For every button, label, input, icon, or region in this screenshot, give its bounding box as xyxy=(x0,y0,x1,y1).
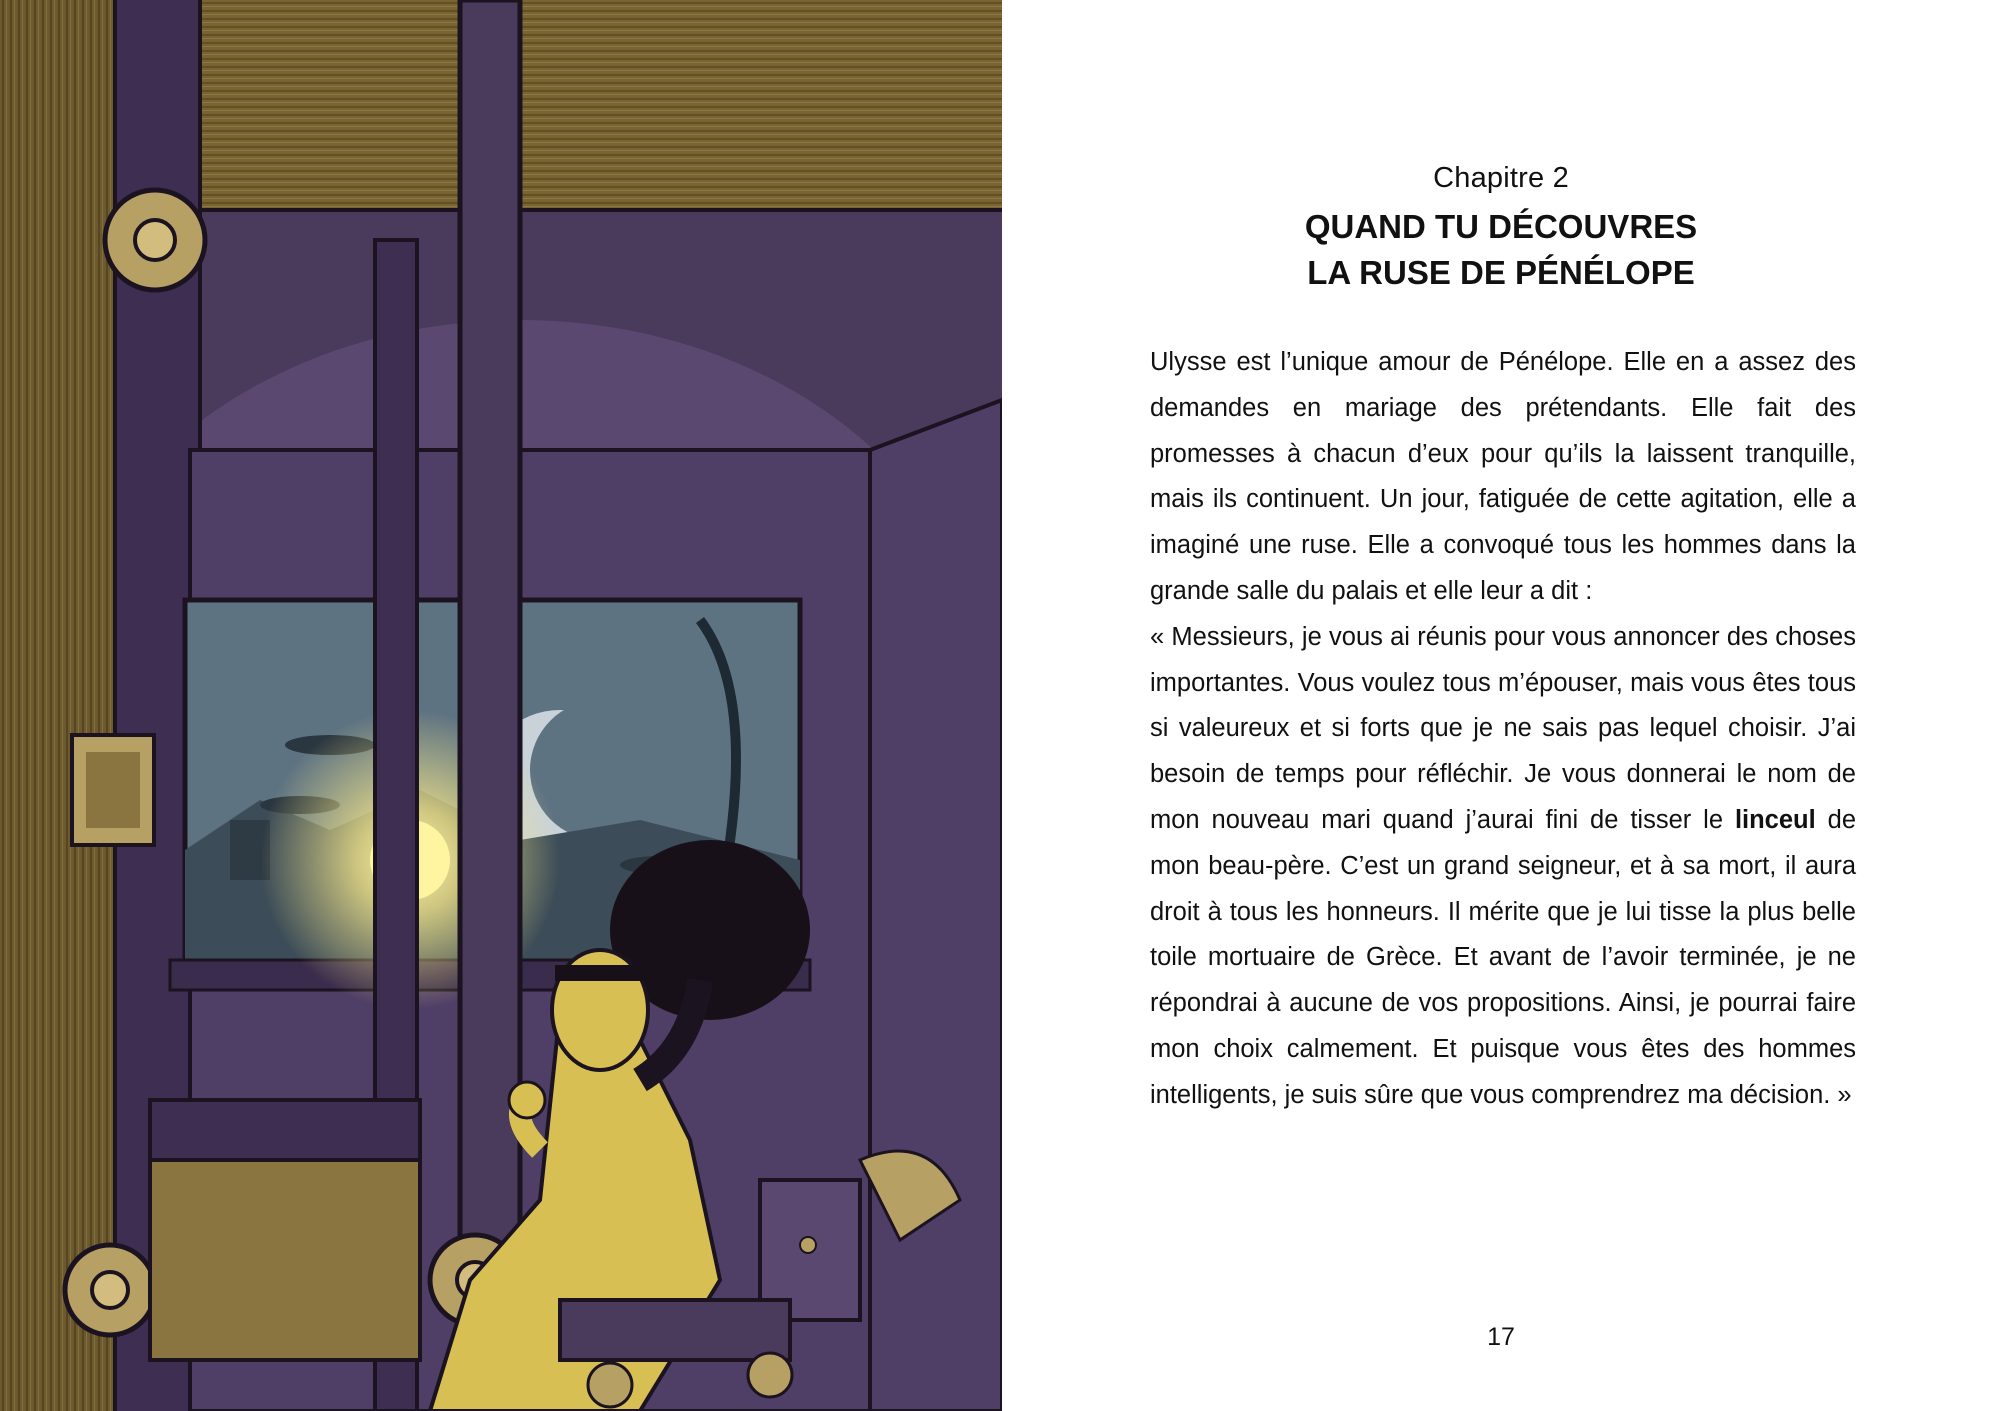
paragraph-2-end: de mon beau-père. C’est un grand seigneur, et à sa mort, il aura droit à tous les honneurs. Il mérite que je lui tisse la plus belle toile mortuaire de Grèce. Et avant de l’avoir terminée, je ne répondrai à aucune de vos propositions. Ainsi, je pourrai faire mon choix calmement. Et puisque vous êtes des hommes intelligents, je suis sûre que vous comprendrez ma décision. » xyxy=(1150,805,1856,1109)
paragraph-2 xyxy=(1150,615,1856,1119)
glossary-term-linceul: linceul xyxy=(1734,805,1816,834)
chapter-body xyxy=(1150,340,1856,1119)
chapter-title-line-1: QUAND TU DÉCOUVRES xyxy=(1304,208,1698,245)
page-number: 17 xyxy=(1487,1323,1515,1351)
chapter-header xyxy=(1002,158,2000,296)
paragraph-2-start: « Messieurs, je vous ai réunis pour vous annoncer des choses importantes. Vous voulez tous m’épouser, mais vous êtes tous si valeureux et si forts que je ne sais pas lequel choisir. J’ai besoin de temps pour réfléchir. Je vous donnerai le nom de mon nouveau mari quand j’aurai fini de tisser le xyxy=(1150,622,1856,834)
text-page xyxy=(1002,0,2000,1411)
chapter-title xyxy=(1002,204,2000,296)
paragraph-1: Ulysse est l’unique amour de Pénélope. Elle en a assez des demandes en mariage des prétendants. Elle fait des promesses à chacun d’eux pour qu’ils la laissent tranquille, mais ils continuent. Un jour, fatiguée de cette agitation, elle a imaginé une ruse. Elle a convoqué tous les hommes dans la grande salle du palais et elle leur a dit : xyxy=(1150,348,1856,605)
chapter-title-line-2: LA RUSE DE PÉNÉLOPE xyxy=(1307,254,1695,291)
chapter-number: Chapitre 2 xyxy=(1433,162,1569,194)
